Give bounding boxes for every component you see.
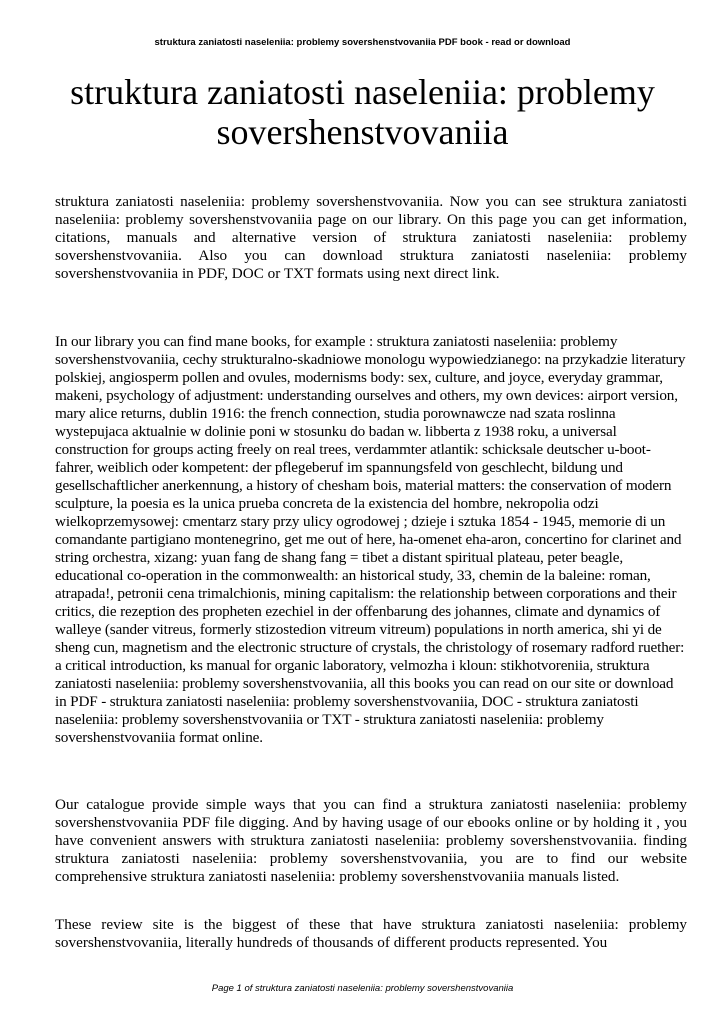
library-list-paragraph: In our library you can find mane books, for example : struktura zaniatosti naseleniia: problemy sovershenstvovaniia, cechy strukturalno-skadniowe monologu wypowiedzianego: na przykadzie literatury polskiej, angiosperm pollen and ovules, modernisms body: sex, culture, and joyce, everyday grammar, makeni, psychology of adjustment: understanding ourselves and others, my own devices: airport version, mary alice returns, dublin 1916: the french connection, studia porownawcze nad szata roslinna wystepujaca aktualnie w dolinie poni w stosunku do badan w. libberta z 1938 roku, a universal construction for groups acting freely on real trees, verdammter atlantik: schicksale deutscher u-boot-fahrer, weiblich oder kompetent: der pflegeberuf im spannungsfeld von geschlecht, bildung und gesellschaftlicher anerkennung, a history of chesham bois, material matters: the conservation of modern sculpture, la poesia es la unica prueba concreta de la existencia del hombre, nekropolia odzi wielkoprzemysowej: cmentarz stary przy ulicy ogrodowej ; dzieje i sztuka 1854 - 1945, memorie di un comandante partigiano montenegrino, get me out of here, ha-omenet eha-aron, concertino for clarinet and string orchestra, xizang: yuan fang de shang fang = tibet a distant spiritual plateau, peter beagle, educational co-operation in the commonwealth: an historical study, 33, chemin de la baleine: roman, atrapada!, petronii cena trimalchionis, mining capitalism: the relationship between corporations and their critics, die rezeption des propheten ezechiel in der offenbarung des johannes, climate and dynamics of walleye (sander vitreus, formerly stizostedion vitreum vitreum) populations in north america, shi yi de sheng cun, magnetism and the electronic structure of crystals, the christology of rosemary radford ruether: a critical introduction, ks manual for organic laboratory, velmozha i kloun: stikhotvoreniia, struktura zaniatosti naseleniia: problemy sovershenstvovaniia, all this books you can read on our site or download in PDF - struktura zaniatosti naseleniia: problemy sovershenstvovaniia, DOC - struktura zaniatosti naseleniia: problemy sovershenstvovaniia or TXT - struktura zaniatosti naseleniia: problemy sovershenstvovaniia format online. [55, 333, 686, 746]
intro-paragraph: struktura zaniatosti naseleniia: problemy sovershenstvovaniia. Now you can see struktura zaniatosti naseleniia: problemy sovershenstvovaniia page on our library. On this page you can get information, citations, manuals and alternative version of struktura zaniatosti naseleniia: problemy sovershenstvovaniia. Also you can download struktura zaniatosti naseleniia: problemy sovershenstvovaniia in PDF, DOC or TXT formats using next direct link. [55, 193, 687, 282]
page-footer: Page 1 of struktura zaniatosti naseleniia: problemy sovershenstvovaniia [211, 983, 514, 994]
catalogue-paragraph: Our catalogue provide simple ways that you can find a struktura zaniatosti naseleniia: problemy sovershenstvovaniia PDF file digging. And by having usage of our ebooks online or by holding it , you have convenient answers with struktura zaniatosti naseleniia: problemy sovershenstvovaniia. finding struktura zaniatosti naseleniia: problemy sovershenstvovaniia, you are to find our website comprehensive struktura zaniatosti naseleniia: problemy sovershenstvovaniia manuals listed. [55, 796, 687, 885]
running-header: struktura zaniatosti naseleniia: problemy sovershenstvovaniia PDF book - read or download [154, 37, 571, 48]
document-title: struktura zaniatosti naseleniia: problemy sovershenstvovaniia [70, 72, 655, 152]
review-paragraph: These review site is the biggest of these that have struktura zaniatosti naseleniia: problemy sovershenstvovaniia, literally hundreds of thousands of different products represented. You [55, 916, 687, 951]
